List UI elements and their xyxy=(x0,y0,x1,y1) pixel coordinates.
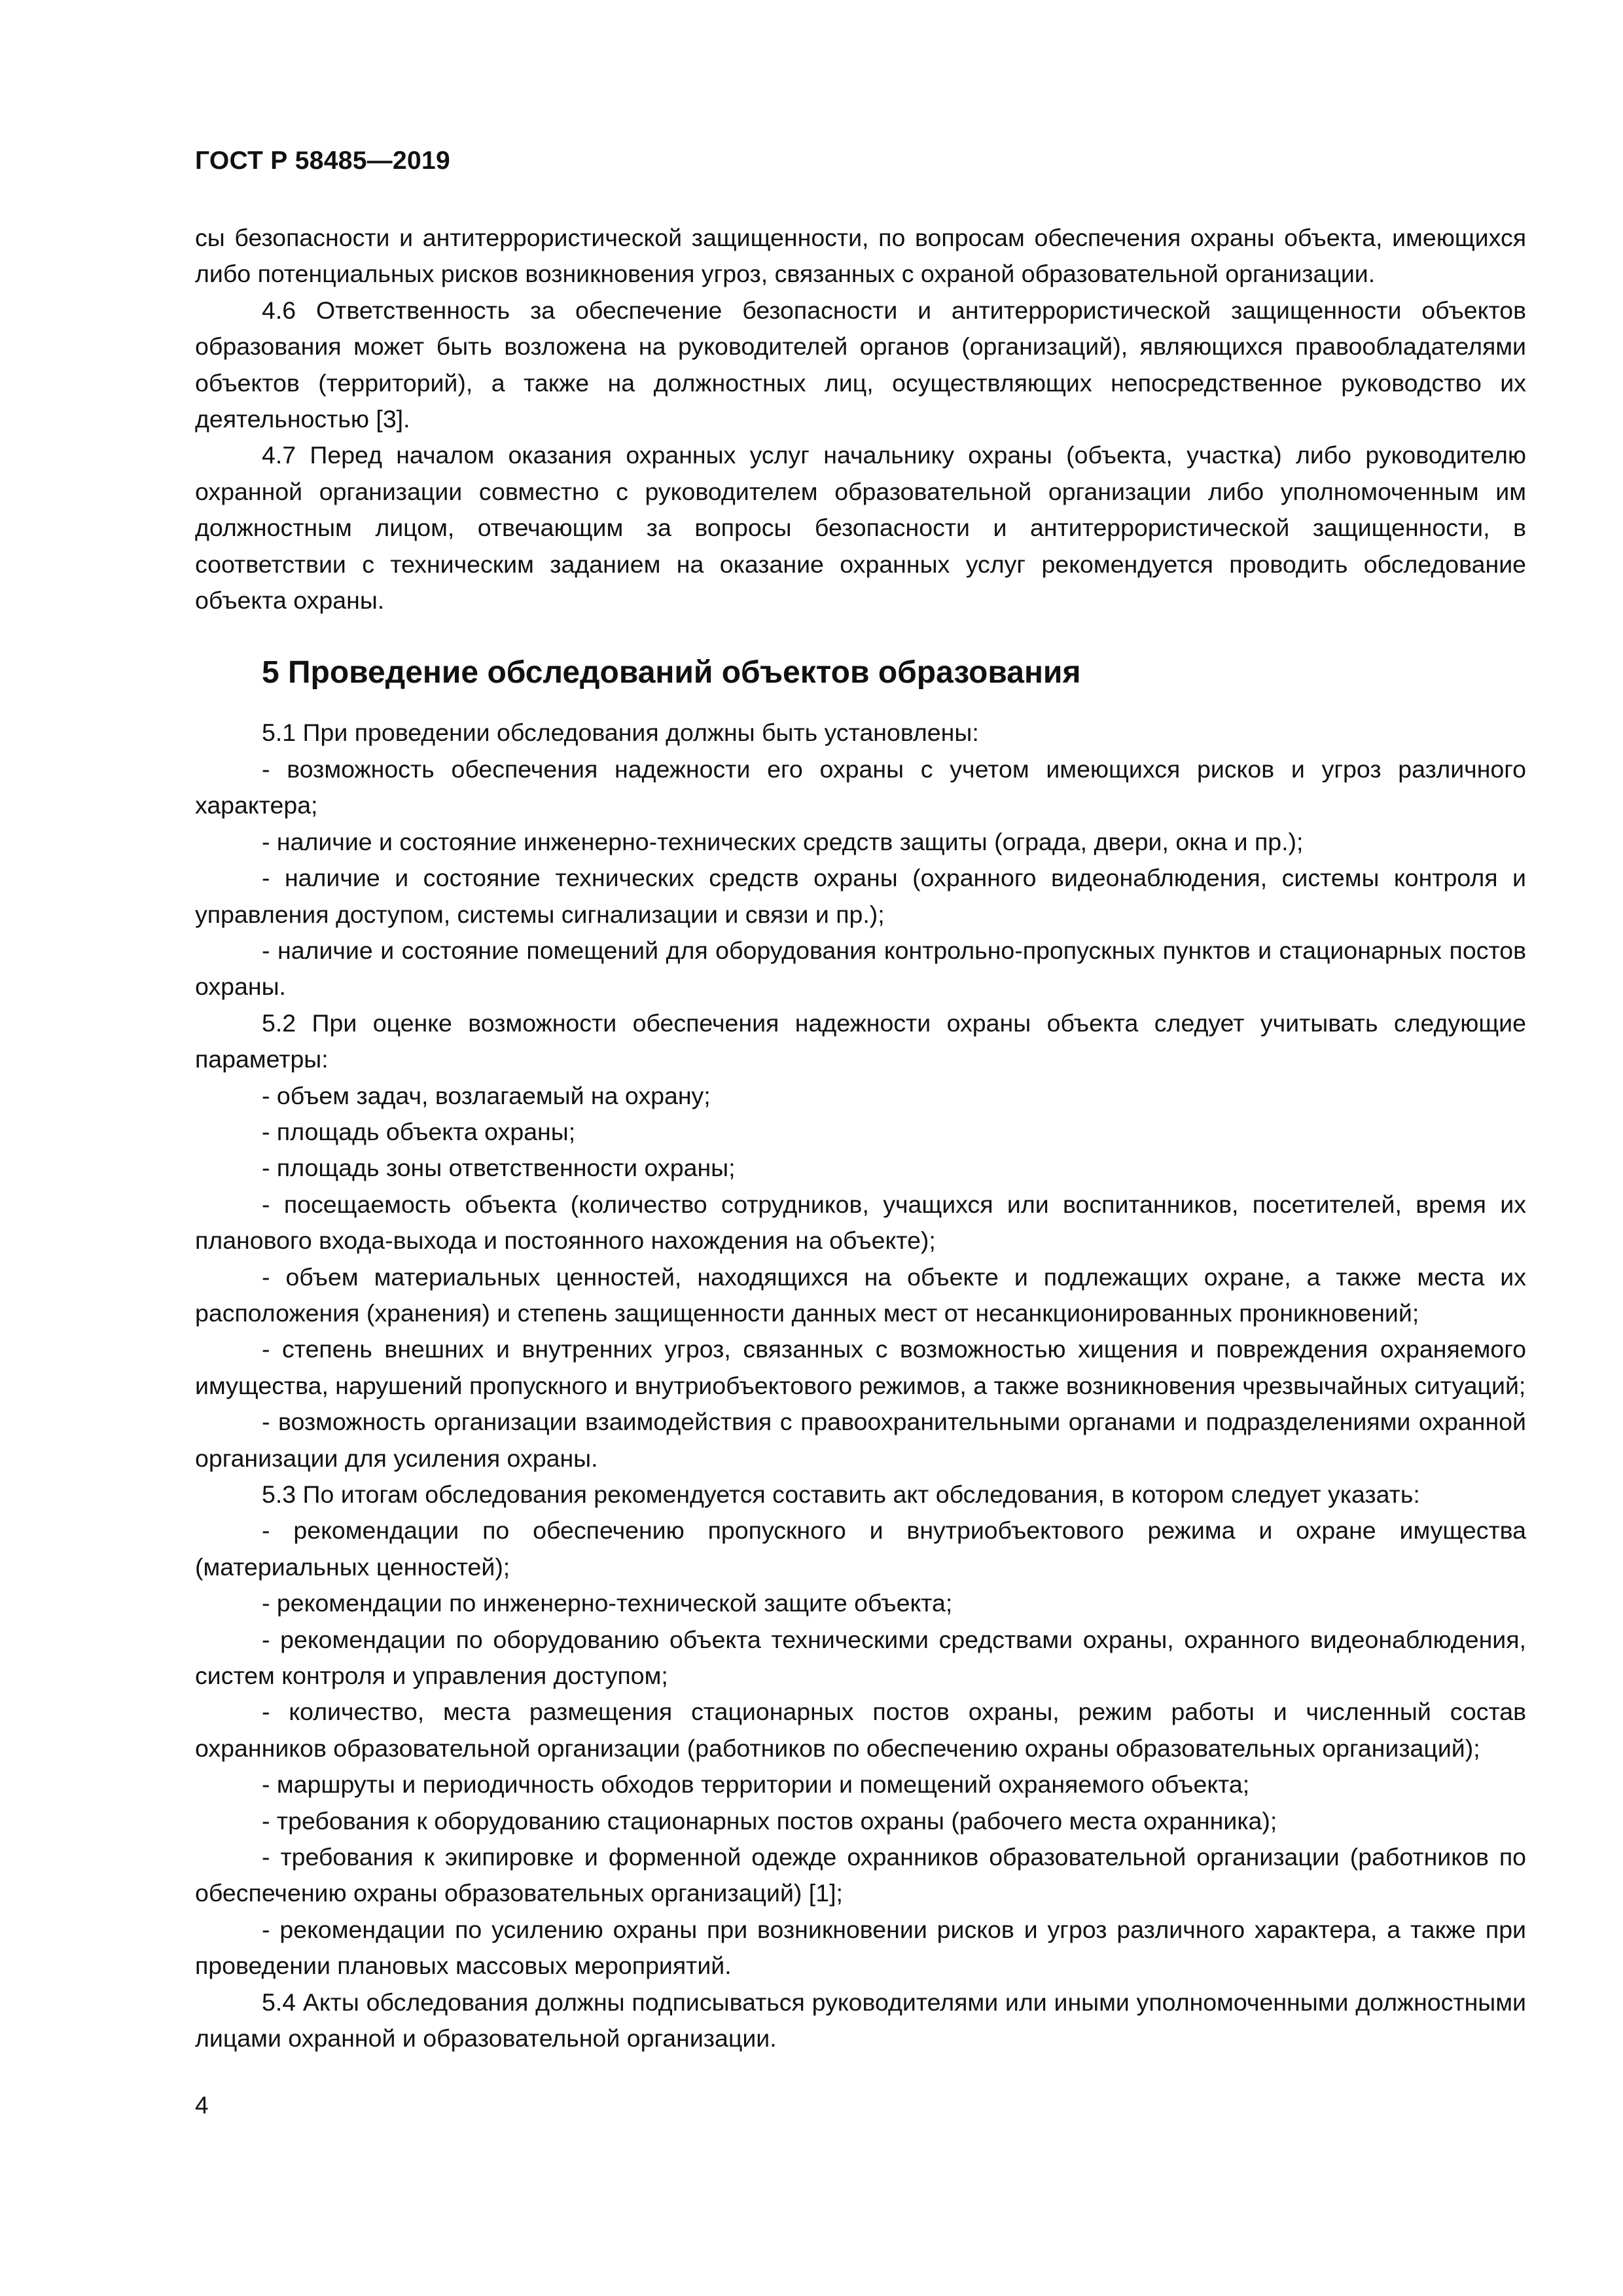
paragraph-5-4: 5.4 Акты обследования должны подписываться руководителями или иными уполномоченными должностными лицами охранной и образовательной организации. xyxy=(195,1988,1526,2053)
list-item: - степень внешних и внутренних угроз, связанных с возможностью хищения и повреждения охраняемого имущества, нарушений пропускного и внутриобъектового режимов, а также возникновения чрезвычайных ситуаций; xyxy=(195,1335,1526,1399)
list-item: - требования к экипировке и форменной одежде охранников образовательной организации (работников по обеспечению охраны образовательных организаций) [1]; xyxy=(195,1843,1526,1907)
list-item: - наличие и состояние помещений для оборудования контрольно-пропускных пунктов и стационарных постов охраны. xyxy=(195,936,1526,1001)
paragraph-5-2: 5.2 При оценке возможности обеспечения надежности охраны объекта следует учитывать следующие параметры: xyxy=(195,1009,1526,1073)
paragraph-continuation: сы безопасности и антитеррористической защищенности, по вопросам обеспечения охраны объекта, имеющихся либо потенциальных рисков возникновения угроз, связанных с охраной образовательной организации. xyxy=(195,224,1526,288)
list-item: - возможность обеспечения надежности его охраны с учетом имеющихся рисков и угроз различного характера; xyxy=(195,755,1526,819)
list-item: - наличие и состояние технических средств охраны (охранного видеонаблюдения, системы контроля и управления доступом, системы сигнализации и связи и пр.); xyxy=(195,864,1526,928)
section-heading: 5 Проведение обследований объектов образования xyxy=(262,655,1081,691)
list-item: - рекомендации по обеспечению пропускного и внутриобъектового режима и охране имущества (материальных ценностей); xyxy=(195,1516,1526,1581)
paragraph-5-1: 5.1 При проведении обследования должны быть установлены: xyxy=(262,719,979,747)
document-code-header: ГОСТ Р 58485—2019 xyxy=(195,147,450,175)
list-item: - площадь объекта охраны; xyxy=(262,1117,576,1145)
page-number: 4 xyxy=(195,2092,209,2119)
list-item: - рекомендации по оборудованию объекта техническими средствами охраны, охранного видеонаблюдения, систем контроля и управления доступом; xyxy=(195,1625,1526,1690)
document-body xyxy=(195,220,1526,2057)
list-item: - возможность организации взаимодействия с правоохранительными органами и подразделениями охранной организации для усиления охраны. xyxy=(195,1408,1526,1472)
paragraph-5-3: 5.3 По итогам обследования рекомендуется составить акт обследования, в котором следует указать: xyxy=(262,1480,1420,1508)
paragraph-4-6: 4.6 Ответственность за обеспечение безопасности и антитеррористической защищенности объектов образования может быть возложена на руководителей органов (организаций), являющихся правообладателями объектов (территорий), а также на должностных лиц, осуществляющих непосредственное руководство их деятельностью [3]. xyxy=(195,296,1526,433)
list-item: - маршруты и периодичность обходов территории и помещений охраняемого объекта; xyxy=(262,1770,1250,1799)
list-item: - рекомендации по усилению охраны при возникновении рисков и угроз различного характера, а также при проведении плановых массовых мероприятий. xyxy=(195,1915,1526,1980)
paragraph-4-7: 4.7 Перед началом оказания охранных услуг начальнику охраны (объекта, участка) либо руководителю охранной организации совместно с руководителем образовательной организации либо уполномоченным им должностным лицом, отвечающим за вопросы безопасности и антитеррористической защищенности, в соответствии с техническим заданием на оказание охранных услуг рекомендуется проводить обследование объекта охраны. xyxy=(195,441,1526,615)
list-item: - посещаемость объекта (количество сотрудников, учащихся или воспитанников, посетителей, время их планового входа-выхода и постоянного нахождения на объекте); xyxy=(195,1190,1526,1255)
list-item: - требования к оборудованию стационарных постов охраны (рабочего места охранника); xyxy=(262,1806,1277,1835)
list-item: - наличие и состояние инженерно-технических средств защиты (ограда, двери, окна и пр.); xyxy=(262,827,1304,855)
list-item: - объем материальных ценностей, находящихся на объекте и подлежащих охране, а также места их расположения (хранения) и степень защищенности данных мест от несанкционированных проникновений; xyxy=(195,1263,1526,1327)
list-item: - площадь зоны ответственности охраны; xyxy=(262,1154,736,1182)
list-item: - количество, места размещения стационарных постов охраны, режим работы и численный состав охранников образовательной организации (работников по обеспечению охраны образовательных организаций); xyxy=(195,1698,1526,1762)
list-item: - рекомендации по инженерно-технической защите объекта; xyxy=(262,1589,953,1617)
list-item: - объем задач, возлагаемый на охрану; xyxy=(262,1081,711,1109)
